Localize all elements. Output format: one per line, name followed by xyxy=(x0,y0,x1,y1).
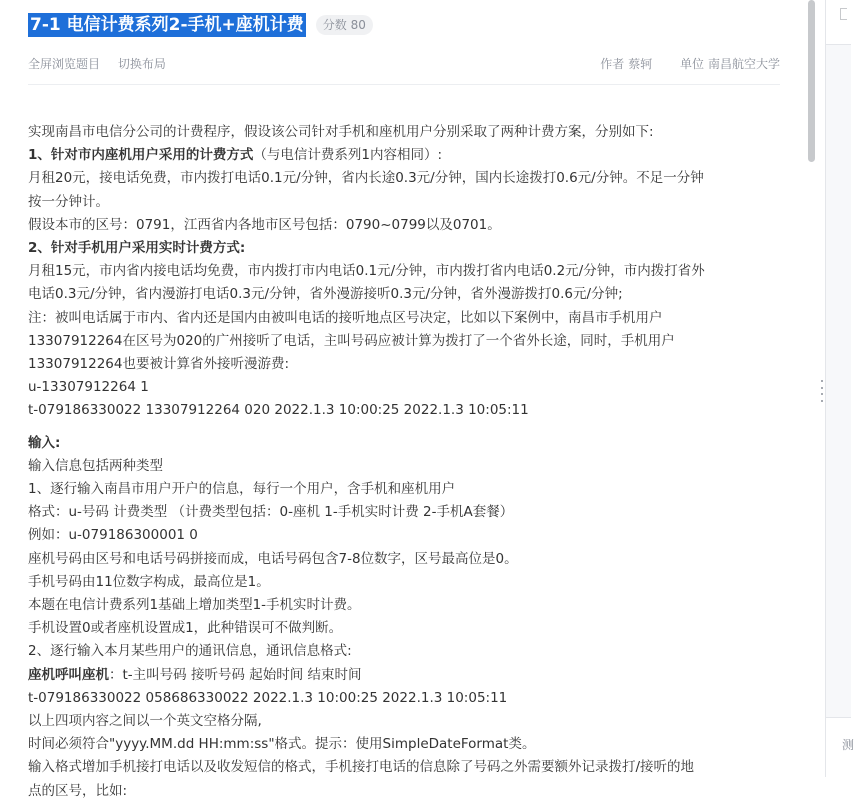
author-name: 蔡轲 xyxy=(628,57,653,71)
paragraph: 1、逐行输入南昌市用户开户的信息，每行一个用户，含手机和座机用户 xyxy=(28,481,456,498)
section-heading-mobile: 2、针对手机用户采用实时计费方式: xyxy=(28,240,246,257)
paragraph: 2、逐行输入本月某些用户的通讯信息，通讯信息格式: xyxy=(28,643,352,660)
paragraph: 按一分钟计。 xyxy=(28,193,109,210)
paragraph: 格式：u-号码 计费类型 （计费类型包括：0-座机 1-手机实时计费 2-手机A套餐） xyxy=(28,504,514,521)
paragraph: 注：被叫电话属于市内、省内还是国内由被叫电话的接听地点区号决定，比如以下案例中，南昌市手机用户 xyxy=(28,309,663,326)
unit-name: 南昌航空大学 xyxy=(707,57,780,71)
example-line: t-079186330022 13307912264 020 2022.1.3 10:00:25 2022.1.3 10:05:11 xyxy=(28,402,529,419)
section-heading-landline: 1、针对市内座机用户采用的计费方式（与电信计费系列1内容相同）: xyxy=(28,147,443,164)
paragraph: 月租20元，接电话免费，市内拨打电话0.1元/分钟，省内长途0.3元/分钟，国内长途拨打0.6元/分钟。不足一分钟 xyxy=(28,170,704,187)
switch-layout-button[interactable]: 切换布局 xyxy=(117,57,166,71)
problem-title: 7-1 电信计费系列2-手机+座机计费 xyxy=(30,15,304,35)
paragraph: 13307912264在区号为020的广州接听了电话，主叫号码应被计算为拨打了一个省外长途，同时，手机用户 xyxy=(28,332,675,349)
panel-edge-icon xyxy=(840,8,847,20)
paragraph: 点的区号，比如: xyxy=(28,782,128,799)
divider xyxy=(28,84,780,85)
intro-text: 实现南昌市电信分公司的计费程序，假设该公司针对手机和座机用户分别采取了两种计费方案，分别如下: xyxy=(28,124,654,140)
problem-description xyxy=(28,121,780,803)
side-panel-footer[interactable] xyxy=(826,717,854,778)
vertical-scrollbar[interactable] xyxy=(807,0,817,777)
paragraph: 例如：u-079186300001 0 xyxy=(28,527,198,544)
example-line: u-13307912264 1 xyxy=(28,379,149,396)
paragraph: 以上四项内容之间以一个英文空格分隔, xyxy=(28,713,262,730)
toolbar xyxy=(28,55,780,75)
author-label: 作者 xyxy=(600,57,625,71)
landline-call-format: 座机呼叫座机：t-主叫号码 接听号码 起始时间 结束时间 xyxy=(28,666,362,683)
paragraph: 输入格式增加手机接打电话以及收发短信的格式，手机接打电话的信息除了号码之外需要额外记录拨打/接听的地 xyxy=(28,759,695,776)
input-heading: 输入: xyxy=(28,434,61,451)
paragraph: 电话0.3元/分钟，省内漫游打电话0.3元/分钟，省外漫游接听0.3元/分钟，省外漫游拨打0.6元/分钟; xyxy=(28,286,623,303)
scrollbar-thumb[interactable] xyxy=(808,0,815,162)
side-panel xyxy=(825,0,854,777)
paragraph: 手机设置0或者座机设置成1，此种错误可不做判断。 xyxy=(28,620,343,637)
paragraph: 月租15元，市内省内接电话均免费，市内拨打市内电话0.1元/分钟，市内拨打省内电话0.2元/分钟，市内拨打省外 xyxy=(28,263,705,280)
title-row xyxy=(28,12,373,38)
paragraph: 座机号码由区号和电话号码拼接而成，电话号码包含7-8位数字，区号最高位是0。 xyxy=(28,550,518,567)
score-badge: 分数 80 xyxy=(316,15,373,35)
paragraph: 本题在电信计费系列1基础上增加类型1-手机实时计费。 xyxy=(28,597,361,614)
unit-label: 单位 xyxy=(679,57,704,71)
fullscreen-button[interactable]: 全屏浏览题目 xyxy=(28,57,101,71)
paragraph: 13307912264也要被计算省外接听漫游费: xyxy=(28,356,290,373)
paragraph: 时间必须符合"yyyy.MM.dd HH:mm:ss"格式。提示：使用SimpleDateFormat类。 xyxy=(28,736,536,753)
side-panel-header xyxy=(826,0,851,45)
paragraph: 输入信息包括两种类型 xyxy=(28,457,163,474)
paragraph: 假设本市的区号：0791，江西省内各地市区号包括：0790~0799以及0701。 xyxy=(28,216,501,233)
paragraph: 手机号码由11位数字构成，最高位是1。 xyxy=(28,573,270,590)
example-line: t-079186330022 058686330022 2022.1.3 10:00:25 2022.1.3 10:05:11 xyxy=(28,689,508,706)
side-panel-footer-text: 测 xyxy=(842,738,854,752)
